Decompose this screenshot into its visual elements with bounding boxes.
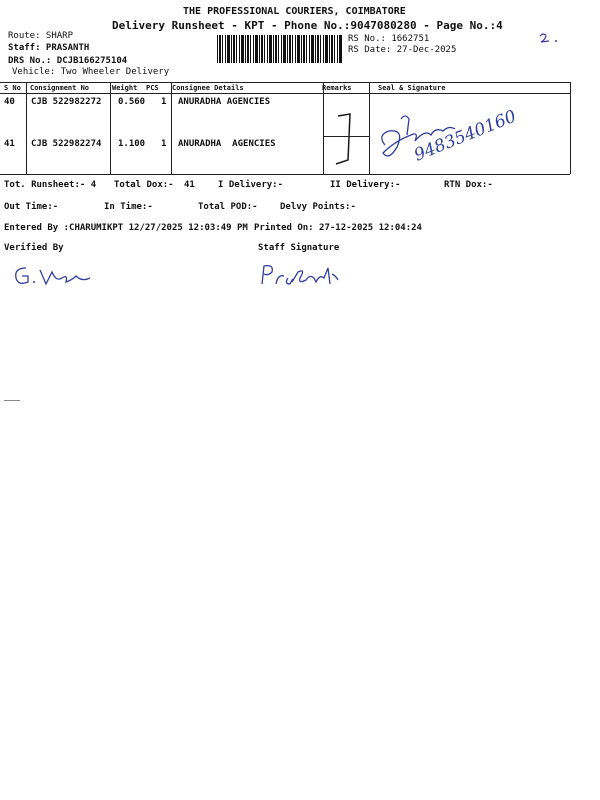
table-row-consignee: ANURADHA AGENCIES [178,139,276,149]
in-time: In Time:- [104,202,153,212]
vehicle: Vehicle: Two Wheeler Delivery [12,67,170,77]
staff-signature-label: Staff Signature [258,243,340,253]
svg-text:2: 2 [536,30,537,31]
col-header-sno: S No [4,84,21,92]
entered-by: Entered By :CHARUMIKPT 12/27/2025 12:03:49 PM [4,223,248,233]
drs-label: DRS No.: [8,56,52,66]
barcode [217,35,343,63]
table-row-sno: 41 [4,139,15,149]
table-row-consignment: CJB 522982274 [31,139,102,149]
drs-number [8,56,127,66]
rs-number: RS No.: 1662751 [348,34,430,44]
table-row-pcs: 1 [161,97,167,107]
handwritten-bracket [330,110,360,170]
col-header-seal: Seal & Signature [378,84,446,92]
rs-date: RS Date: 27-Dec-2025 [348,45,457,55]
table-row-consignment: CJB 522982272 [31,97,102,107]
out-time: Out Time:- [4,202,59,212]
printed-on: Printed On: 27-12-2025 12:04:24 [254,223,422,233]
verified-by-label: Verified By [4,243,64,253]
tot-runsheet: Tot. Runsheet:- 4 [4,180,97,190]
receiver-signature [375,105,535,175]
handwritten-phone: 9483540160 [411,106,520,166]
col-header-consignee: Consignee Details [172,84,244,92]
col-header-weight: Weight [112,84,138,92]
delvy-points: Delvy Points:- [280,202,356,212]
staff-signature [258,260,348,290]
table-row-weight: 1.100 [118,139,146,149]
total-dox: Total Dox:- [114,180,174,190]
total-dox-value: 41 [184,180,195,190]
route: Route: SHARP [8,31,74,41]
runsheet-title: Delivery Runsheet - KPT - Phone No.:9047080280 - Page No.:4 [112,19,503,32]
ii-delivery: II Delivery:- [330,180,401,190]
col-header-pcs: PCS [146,84,159,92]
col-header-consignment: Consignment No [30,84,90,92]
company-name: THE PROFESSIONAL COURIERS, COIMBATORE [183,6,406,17]
table-row-consignee: ANURADHA AGENCIES [178,97,271,107]
staff: Staff: PRASANTH [8,43,90,53]
table-row-weight: 0.560 [118,97,146,107]
col-header-remarks: Remarks [322,84,352,92]
drs-value: DCJB166275104 [56,56,128,66]
margin-mark [4,400,20,401]
handwritten-mark [536,30,566,46]
total-pod: Total POD:- [198,202,258,212]
rtn-dox: RTN Dox:- [444,180,493,190]
i-delivery: I Delivery:- [218,180,284,190]
verifier-signature [12,262,102,292]
table-row-sno: 40 [4,97,15,107]
table-row-pcs: 1 [161,139,167,149]
